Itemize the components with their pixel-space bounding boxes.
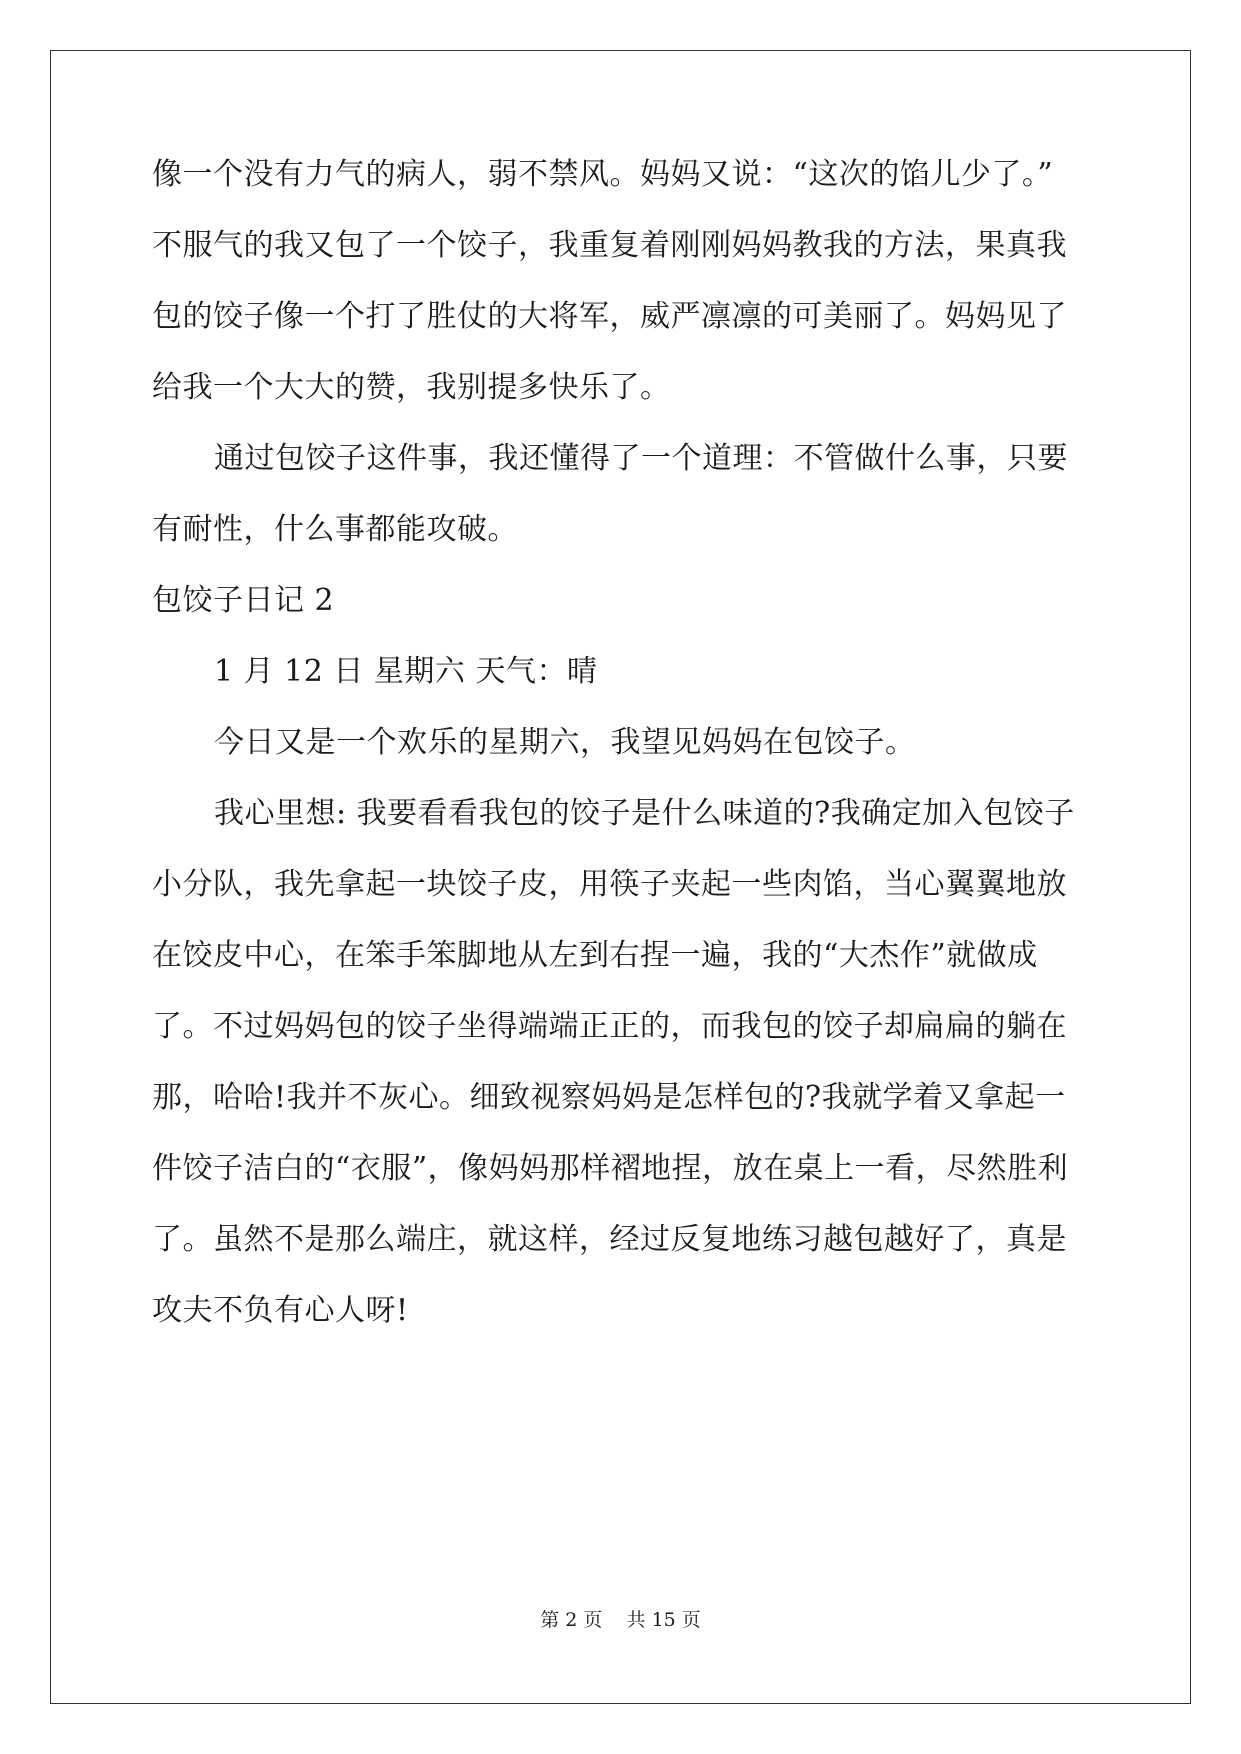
text-line: 有耐性，什么事都能攻破。 xyxy=(152,512,518,547)
text-line: 不服气的我又包了一个饺子，我重复着刚刚妈妈教我的方法，果真我 xyxy=(152,228,1067,263)
text-line: 了。不过妈妈包的饺子坐得端端正正的，而我包的饺子却扁扁的躺在 xyxy=(152,1009,1067,1044)
text-line: 小分队，我先拿起一块饺子皮，用筷子夹起一些肉馅，当心翼翼地放 xyxy=(152,867,1067,902)
text-line: 给我一个大大的赞，我别提多快乐了。 xyxy=(152,370,671,405)
text-line: 我心里想: 我要看看我包的饺子是什么味道的?我确定加入包饺子 xyxy=(214,796,1075,831)
text-line: 在饺皮中心，在笨手笨脚地从左到右捏一遍，我的“大杰作”就做成 xyxy=(152,938,1038,973)
section-heading: 包饺子日记 2 xyxy=(152,583,335,618)
text-line: 件饺子洁白的“衣服”，像妈妈那样褶地捏，放在桌上一看，尽然胜利 xyxy=(152,1151,1069,1186)
text-line: 通过包饺子这件事，我还懂得了一个道理：不管做什么事，只要 xyxy=(214,441,1068,476)
text-line: 了。虽然不是那么端庄，就这样，经过反复地练习越包越好了，真是 xyxy=(152,1222,1067,1257)
text-line: 包的饺子像一个打了胜仗的大将军，威严凛凛的可美丽了。妈妈见了 xyxy=(152,299,1067,334)
text-line: 今日又是一个欢乐的星期六，我望见妈妈在包饺子。 xyxy=(214,725,916,760)
text-line: 攻夫不负有心人呀! xyxy=(152,1293,409,1328)
diary-date-line: 1 月 12 日 星期六 天气：晴 xyxy=(214,654,598,689)
page-number-footer: 第 2 页 共 15 页 xyxy=(540,1609,701,1631)
text-line: 像一个没有力气的病人，弱不禁风。妈妈又说：“这次的馅儿少了。” xyxy=(152,157,1054,192)
text-line: 那，哈哈!我并不灰心。细致视察妈妈是怎样包的?我就学着又拿起一 xyxy=(152,1080,1066,1115)
